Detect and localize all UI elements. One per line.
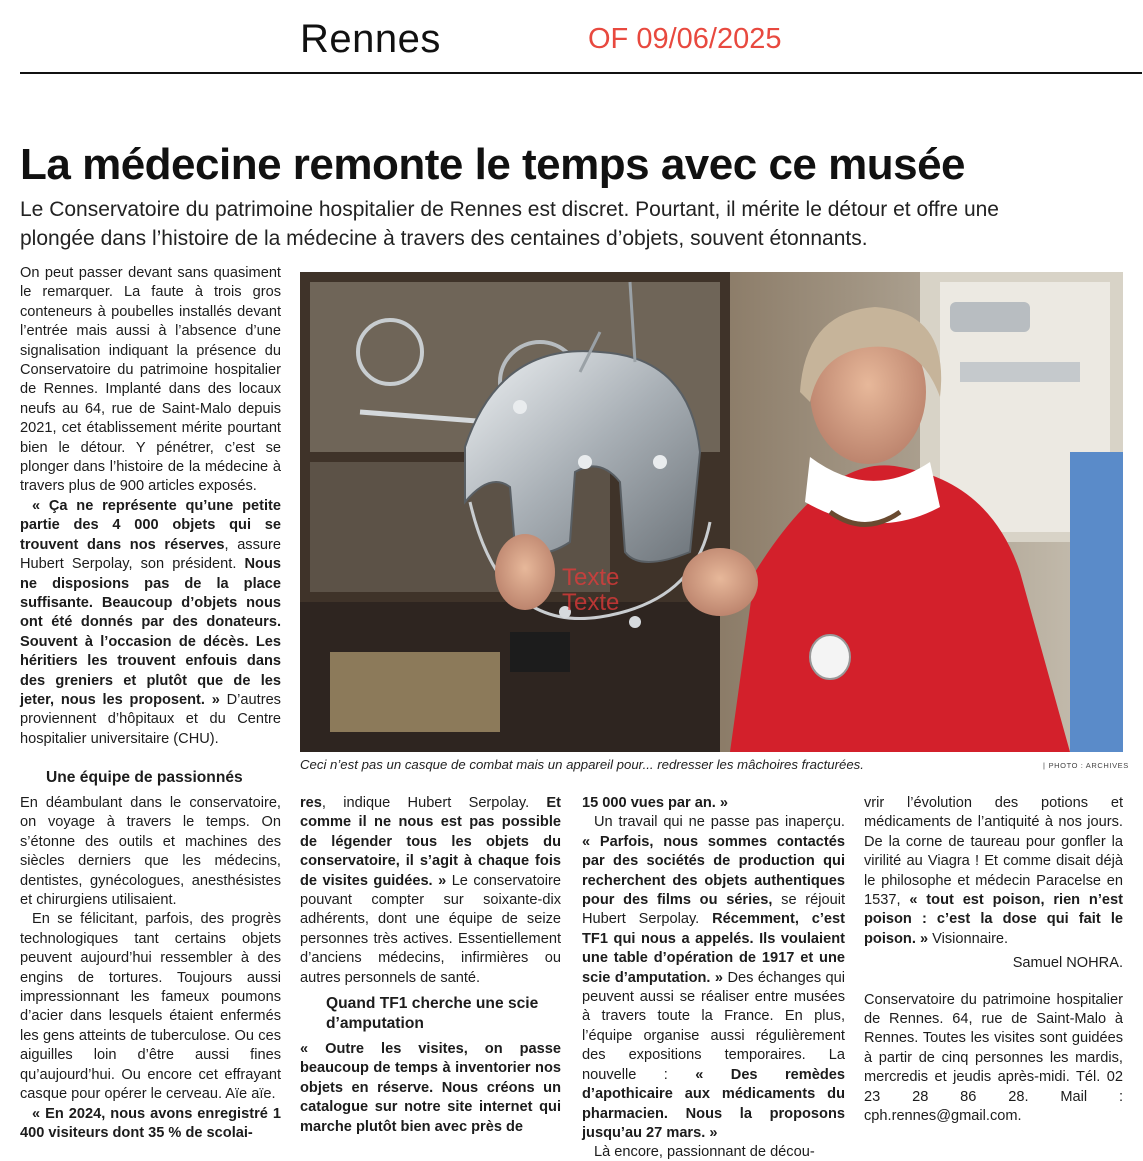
author-signature: Samuel NOHRA. (1012, 955, 1123, 972)
edition-date: OF 09/06/2025 (588, 23, 782, 55)
article-photo (300, 272, 1123, 752)
paragraph (20, 497, 281, 749)
top-rule (20, 72, 1142, 74)
text: vrir l’évolution des potions et médicaments de l’antiquité à nos jours. De la corne de taureau pour gonfler la virilité au Viagra ! Et comme disait déjà le philosophe et médecin Paracelse en 1537, (864, 795, 1123, 909)
paragraph (20, 264, 281, 497)
section-name: Rennes (300, 17, 441, 61)
paragraph (864, 794, 1123, 949)
text: se réjouit Hubert Serpolay. (582, 892, 845, 928)
photo-caption: Ceci n’est pas un casque de combat mais un appareil pour... redresser les mâchoires fracturées. (300, 757, 864, 772)
paragraph (582, 813, 845, 1143)
photo-illustration (300, 272, 1123, 752)
standfirst: Le Conservatoire du patrimoine hospitalier de Rennes est discret. Pourtant, il mérite le détour et offre une plongée dans l’histoire de la médecine à travers des centaines d’objets, souvent étonnants. (20, 198, 999, 250)
text: Des échanges qui peuvent aussi se réaliser entre musées à travers toute la France. En plus, l’équipe organise aussi régulièrement des expositions temporaires. La nouvelle : (582, 969, 846, 1083)
column-3 (582, 794, 845, 1161)
text: Un travail qui ne passe pas inaperçu. (594, 814, 845, 831)
quote: res (300, 795, 322, 811)
photo-credit (1043, 761, 1129, 771)
paragraph (300, 1040, 561, 1137)
subheading: Une équipe de passionnés (46, 769, 243, 786)
credit-separator: | (1043, 761, 1046, 770)
quote: « Parfois, nous sommes contactés par des sociétés de production qui recherchent des objets authentiques pour des films ou séries, (582, 833, 845, 909)
practical-info: Conservatoire du patrimoine hospitalier de Rennes. 64, rue de Saint-Malo à Rennes. Toutes les visites sont guidées à partir de cinq personnes les mardis, mercredis et jeudis après-midi. Tél. 02 23 28 86 28. Mail : cph.rennes@gmail.com. (864, 991, 1123, 1125)
column-4 (864, 794, 1123, 1127)
quote: 15 000 vues par an. » (582, 795, 729, 811)
text: Le conservatoire pouvant compter sur soixante-dix adhérents, dont une équipe de seize personnes très actives. Essentiellement d’anciens médecins, infirmières ou autres personnels de santé. (300, 872, 562, 986)
paragraph (300, 794, 561, 988)
quote: Nous ne disposions pas de la place suffisante. Beaucoup d’objets nous ont été donnés par des donateurs. Souvent à l’occasion de décès. Les héritiers les trouvent enfouis dans des greniers et plutôt que de les jeter, nous les proposent. » (20, 556, 281, 708)
text: , assure Hubert Serpolay, son président. (20, 536, 281, 573)
quote: « Ça ne représente qu’une petite partie des 4 000 objets qui se trouvent dans nos réserves (20, 497, 281, 553)
text: , indique Hubert Serpolay. (321, 795, 547, 811)
quote: Et comme il ne nous est pas possible de légender tous les objets du conservatoire, il s’agit à chaque fois de visites guidées. » (300, 795, 561, 889)
column-1 (20, 264, 281, 749)
text: Visionnaire. (928, 930, 1009, 947)
column-2 (300, 794, 561, 1137)
quote: « tout est poison, rien n’est poison : c’est la dose qui fait le poison. » (864, 892, 1123, 947)
paragraph: En déambulant dans le conservatoire, on voyage à travers le temps. On s’étonne des outils et machines des siècles derniers que les médecins, dentistes, gynécologues, anesthésistes et chirurgiens utilisaient. (20, 795, 281, 909)
credit-text: PHOTO : ARCHIVES (1048, 761, 1129, 770)
paragraph (582, 794, 845, 813)
subheading: Quand TF1 cherche une scie d’amputation (326, 995, 539, 1033)
overlay-text: Texte (562, 564, 620, 591)
headline: La médecine remonte le temps avec ce musée (20, 140, 966, 189)
quote: « Outre les visites, on passe beaucoup de temps à inventorier nos objets en réserve. Nous créons un catalogue sur notre site internet qui marche plutôt bien avec près de (300, 1041, 561, 1135)
overlay-text: Texte (562, 589, 620, 616)
quote: « Des remèdes d’apothicaire aux médicaments du pharmacien. Nous la proposons jusqu’au 27 mars. » (582, 1066, 845, 1141)
paragraph: En se félicitant, parfois, des progrès technologiques tant certains objets peuvent aujourd’hui ressembler à des engins de tortures. Toujours aussi impressionnant les fameux poumons d’acier dans lesquels étaient enfermés les gens atteints de tuberculose. Ou ces aiguilles loin d’être aussi fines qu’aujourd’hui. Ou encore cet effrayant casque pour opérer le cerveau. Aïe aïe. (20, 911, 281, 1103)
paragraph (20, 1105, 281, 1144)
text: D’autres proviennent d’hôpitaux et du Centre hospitalier universitaire (CHU). (20, 691, 281, 747)
paragraph: Là encore, passionnant de décou- (594, 1144, 815, 1161)
quote: Récemment, c’est TF1 qui nous a appelés. Ils voulaient une table d’opération de 1917 et une scie d’amputation. » (582, 911, 845, 986)
column-1-lower (20, 762, 281, 1143)
quote: « En 2024, nous avons enregistré 1 400 visiteurs dont 35 % de scolai- (20, 1105, 281, 1141)
text: On peut passer devant sans quasiment le remarquer. La faute à trois gros conteneurs à poubelles installés devant l’entrée mais aussi à l’absence d’une signalisation indiquant la présence du Conservatoire du patrimoine hospitalier de Rennes. Implanté dans des locaux neufs au 64, rue de Saint-Malo depuis 2021, cet établissement mérite pourtant bien le détour. Y pénétrer, c’est se plonger dans l’histoire de la médecine à travers plus de 900 articles exposés. (20, 265, 281, 495)
